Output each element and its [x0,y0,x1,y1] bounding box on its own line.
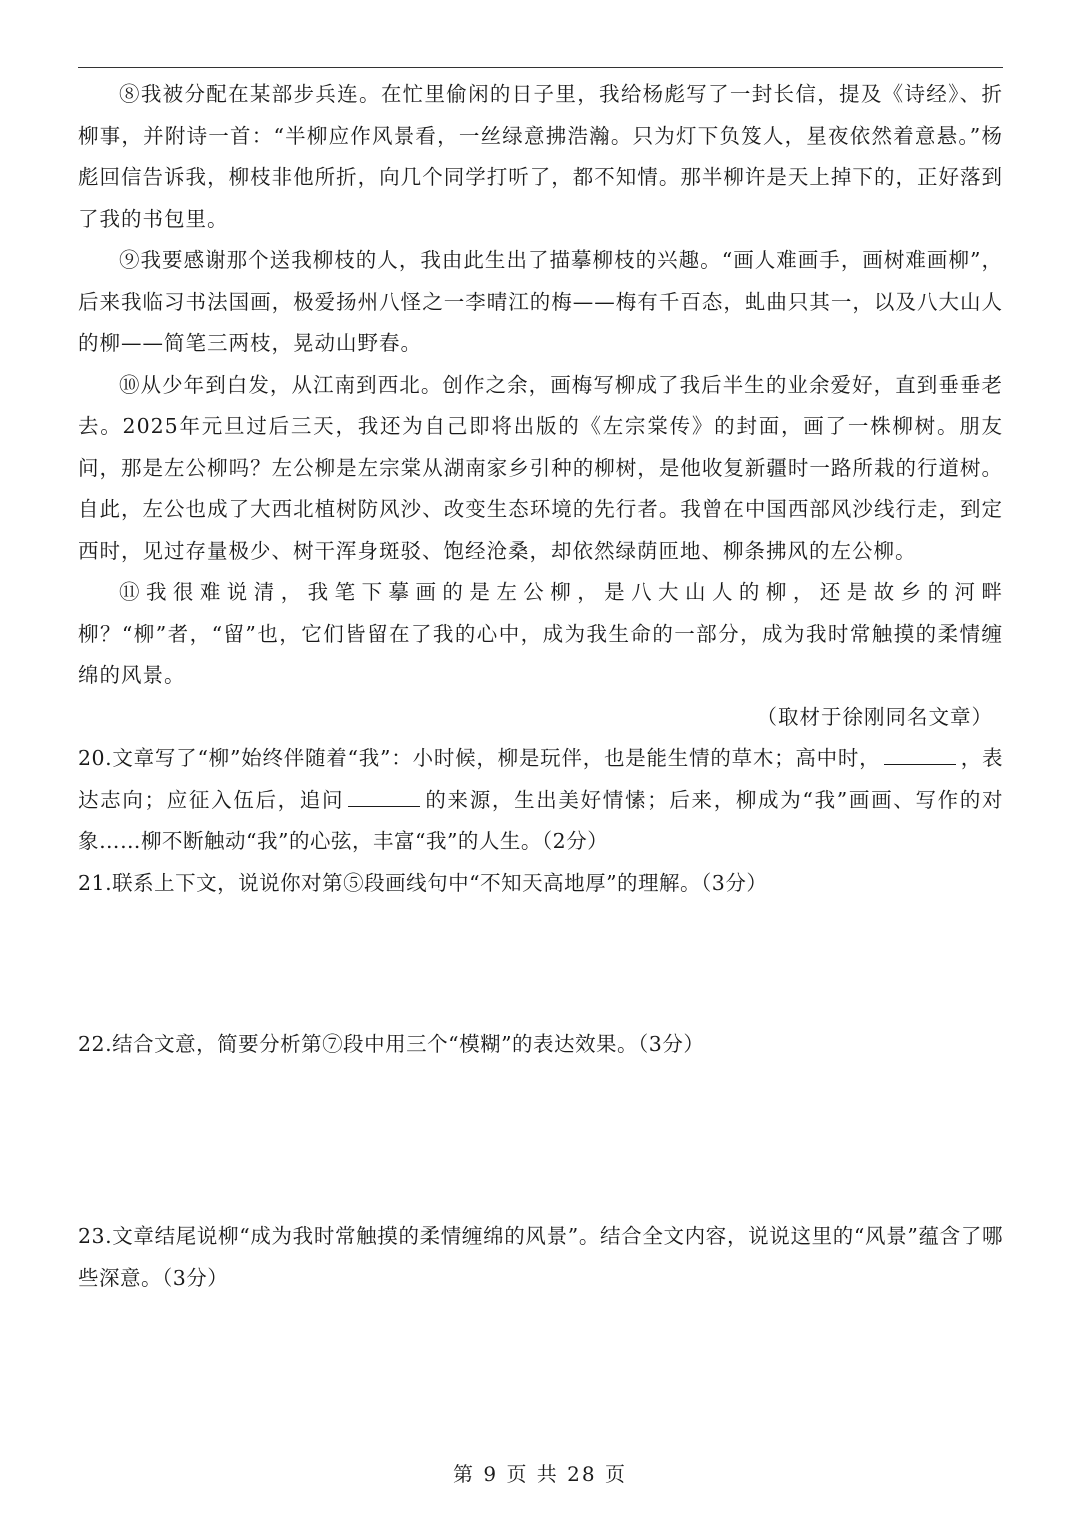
paragraph-11: ⑪我很难说清，我笔下摹画的是左公柳，是八大山人的柳，还是故乡的河畔柳？“柳”者，“留”也，它们皆留在了我的心中，成为我生命的一部分，成为我时常触摸的柔情缠绵的风景。 [78,580,1003,687]
question-20 [78,738,1003,863]
source-attribution: （取材于徐刚同名文章） [756,704,993,729]
question-20-part-a: 20.文章写了“柳”始终伴随着“我”：小时候，柳是玩伴，也是能生情的草木；高中时， [78,746,881,770]
page-content [78,74,1004,1290]
question-21: 21.联系上下文，说说你对第⑤段画线句中“不知天高地厚”的理解。（3分） [78,870,768,895]
question-22: 22.结合文意，简要分析第⑦段中用三个“模糊”的表达效果。（3分） [78,1032,705,1056]
answer-blank-2[interactable] [348,784,420,807]
paragraph-10: ⑩从少年到白发，从江南到西北。创作之余，画梅写柳成了我后半生的业余爱好，直到垂垂老去。2025年元旦过后三天，我还为自己即将出版的《左宗棠传》的封面，画了一株柳树。朋友问，那是左公柳吗？左公柳是左宗棠从湖南家乡引种的柳树，是他收复新疆时一路所栽的行道树。自此，左公也成了大西北植树防风沙、改变生态环境的先行者。我曾在中国西部风沙线行走，到定西时，见过存量极少、树干浑身斑驳、饱经沧桑，却依然绿荫匝地、柳条拂风的左公柳。 [78,372,1003,563]
paragraph-8: ⑧我被分配在某部步兵连。在忙里偷闲的日子里，我给杨彪写了一封长信，提及《诗经》、折柳事，并附诗一首：“半柳应作风景看，一丝绿意拂浩瀚。只为灯下负笈人，星夜依然着意悬。”杨彪回信告诉我，柳枝非他所折，向几个同学打听了，都不知情。那半柳许是天上掉下的，正好落到了我的书包里。 [78,82,1003,231]
answer-blank-1[interactable] [884,742,956,765]
page-number: 第 9 页 共 28 页 [453,1462,627,1486]
question-20-part-b: ，表达志向；应征入伍后，追问 [78,746,1004,812]
question-23: 23.文章结尾说柳“成为我时常触摸的柔情缠绵的风景”。结合全文内容，说说这里的“风景”蕴含了哪些深意。（3分） [78,1224,1003,1290]
question-20-part-c: 的来源，生出美好情愫；后来，柳成为“我”画画、写作的对象……柳不断触动“我”的心弦，丰富“我”的人生。（2分） [78,787,1003,853]
top-rule [78,67,1003,68]
paragraph-9: ⑨我要感谢那个送我柳枝的人，我由此生出了描摹柳枝的兴趣。“画人难画手，画树难画柳”，后来我临习书法国画，极爱扬州八怪之一李晴江的梅——梅有千百态，虬曲只其一，以及八大山人的柳——简笔三两枝，晃动山野春。 [78,248,1003,355]
